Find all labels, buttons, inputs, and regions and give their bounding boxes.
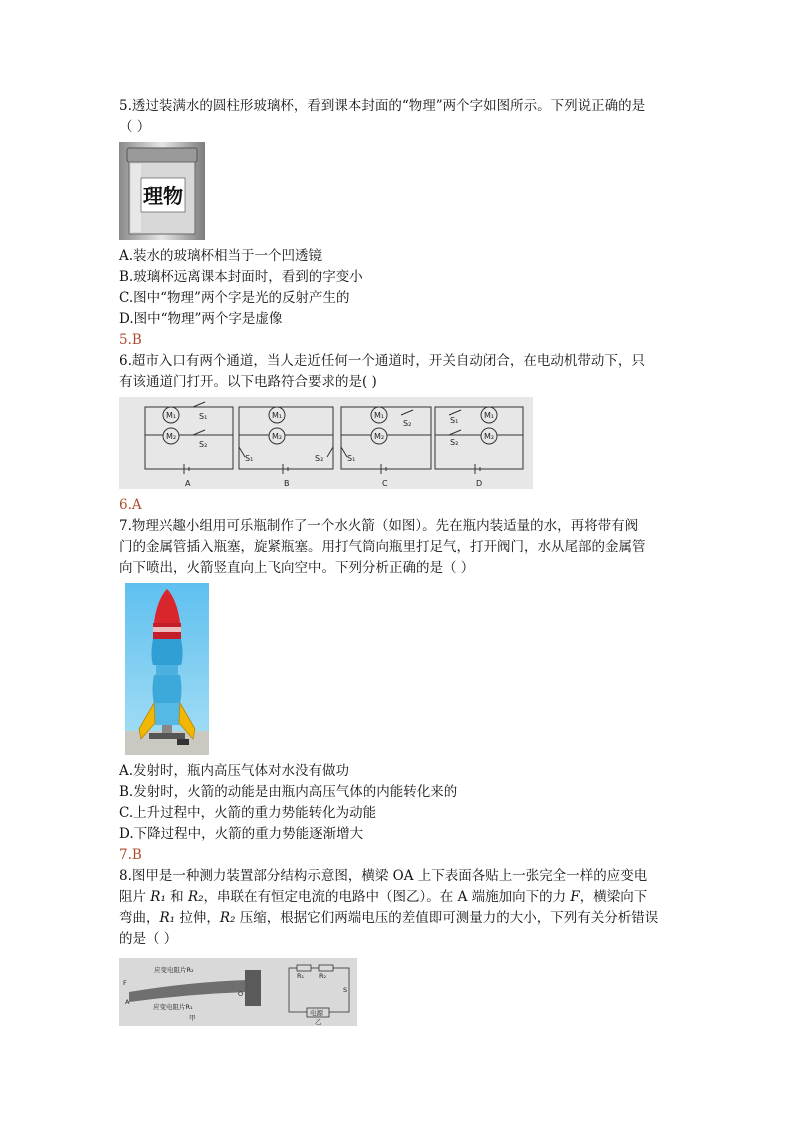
q8-fig-r1: R₁ [297, 972, 305, 980]
q6-b-s2: S₂ [315, 454, 324, 463]
q7-stem-line1: 7.物理兴趣小组用可乐瓶制作了一个水火箭（如图）。先在瓶内装适量的水，再将带有阀 [119, 518, 639, 534]
q6-c-s1: S₁ [347, 454, 356, 463]
q5-option-b: B.玻璃杯远离课本封面时，看到的字变小 [119, 269, 363, 285]
q8-l3-b: 拉伸， [175, 910, 220, 926]
q6-stem-line1: 6.超市入口有两个通道，当人走近任何一个通道时，开关自动闭合，在电动机带动下，只 [119, 353, 645, 369]
q8-l3-a: 弯曲， [119, 910, 160, 926]
q8-fig-r2: R₂ [319, 972, 327, 980]
q5-stem-line1: 5.透过装满水的圆柱形玻璃杯，看到课本封面的“物理”两个字如图所示。下列说正确的是 [119, 98, 646, 114]
q8-r2-b: R₂ [219, 910, 236, 926]
q8-l2-c: ，串联在有恒定电流的电路中（图乙）。在 A 端施加向下的力 [203, 889, 571, 905]
q8-stem-line4: 的是（ ） [119, 931, 178, 947]
q6-d-m2: M₂ [484, 432, 495, 441]
q6-c-s2: S₂ [403, 419, 412, 428]
q6-label-d: D [476, 479, 483, 488]
q7-option-c: C.上升过程中，火箭的重力势能转化为动能 [119, 805, 377, 821]
q6-a-s1: S₁ [199, 412, 208, 421]
q6-circuit-figure [119, 397, 533, 489]
q8-force-device-figure [119, 958, 357, 1026]
q8-stem-line3 [119, 908, 679, 929]
q8-fig-o: O [238, 990, 244, 998]
q8-l2-a: 阻片 [119, 889, 151, 905]
q8-l2-d: ，横梁向下 [579, 889, 648, 905]
exam-page [119, 96, 679, 1032]
q8-fig-top-label: 应变电阻片R₂ [154, 966, 194, 974]
q6-stem-line2: 有该通道门打开。以下电路符合要求的是( ) [119, 374, 377, 390]
q6-a-m2: M₂ [166, 432, 177, 441]
q7-answer: 7.B [119, 847, 142, 863]
q8-l2-b: 和 [165, 889, 188, 905]
q8-r1-b: R₁ [159, 910, 176, 926]
q6-d-m1: M₁ [484, 411, 495, 420]
q8-fig-a: A [125, 998, 130, 1006]
q7-option-d: D.下降过程中，火箭的重力势能逐渐增大 [119, 826, 364, 842]
q8-stem-line1: 8.图甲是一种测力装置部分结构示意图，横梁 OA 上下表面各贴上一张完全一样的应变电 [119, 868, 648, 884]
q7-option-a: A.发射时，瓶内高压气体对水没有做功 [119, 763, 350, 779]
q5-option-a: A.装水的玻璃杯相当于一个凹透镜 [119, 248, 323, 264]
q6-d-s2: S₂ [450, 438, 459, 447]
q8-fig-yi: 乙 [315, 1018, 322, 1026]
q8-stem-line2 [119, 887, 679, 908]
question-5 [119, 96, 679, 351]
q8-r2: R₂ [187, 889, 204, 905]
q6-label-a: A [185, 479, 191, 488]
q6-c-m1: M₁ [374, 411, 385, 420]
q6-b-m2: M₂ [272, 432, 283, 441]
q7-stem-line2: 门的金属管插入瓶塞，旋紧瓶塞。用打气筒向瓶里打足气，打开阀门，水从尾部的金属管 [119, 539, 646, 555]
q6-label-c: C [382, 479, 388, 488]
q5-fig-text: 理物 [143, 184, 183, 208]
q8-fig-f: F [123, 979, 127, 987]
q8-l3-c: 压缩，根据它们两端电压的差值即可测量力的大小，下列有关分析错误 [235, 910, 659, 926]
q6-c-m2: M₂ [374, 432, 385, 441]
q6-answer: 6.A [119, 497, 142, 513]
q6-b-s1: S₁ [245, 454, 254, 463]
question-7 [119, 516, 679, 866]
q8-f: F [570, 889, 580, 905]
q6-d-s1: S₁ [450, 416, 459, 425]
q6-a-s2: S₂ [199, 440, 208, 449]
q6-label-b: B [284, 479, 290, 488]
q8-fig-power: 电源 [310, 1009, 323, 1017]
q5-option-c: C.图中“物理”两个字是光的反射产生的 [119, 290, 350, 306]
q8-fig-bottom-label: 应变电阻片R₁ [153, 1003, 193, 1011]
q8-fig-jia: 甲 [189, 1014, 196, 1022]
q6-a-m1: M₁ [166, 411, 177, 420]
q8-r1: R₁ [150, 889, 166, 905]
q7-water-rocket-photo [125, 583, 209, 755]
q7-option-b: B.发射时，火箭的动能是由瓶内高压气体的内能转化来的 [119, 784, 458, 800]
q5-option-d: D.图中“物理”两个字是虚像 [119, 311, 283, 327]
q5-glass-photo [119, 142, 205, 240]
q7-stem-line3: 向下喷出，火箭竖直向上飞向空中。下列分析正确的是（ ） [119, 560, 475, 576]
q6-b-m1: M₁ [272, 411, 283, 420]
question-8 [119, 866, 679, 1026]
question-6 [119, 351, 679, 516]
q8-fig-s: S [343, 986, 348, 994]
q5-stem-line2: （ ） [119, 119, 151, 135]
q5-answer: 5.B [119, 332, 142, 348]
